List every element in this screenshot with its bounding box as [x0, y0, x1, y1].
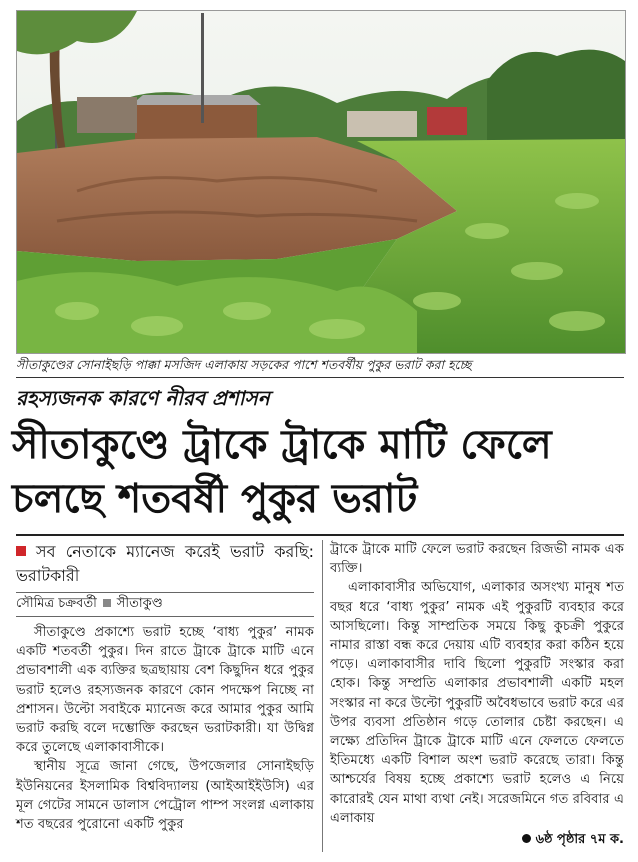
headline-divider	[16, 534, 624, 536]
continued-text: ৬ষ্ঠ পৃষ্ঠার ৭ম ক.	[535, 832, 624, 848]
continued-note	[330, 830, 624, 849]
article-right-column	[330, 540, 624, 849]
article-paragraph: সীতাকুণ্ডে প্রকাশ্যে ভরাট হচ্ছে ‘বাধ্য পুকুর’ নামক একটি শতবর্তী পুকুর। দিন রাতে ট্রাকে ট্রাকে মাটি এনে প্রভাবশালী এক ব্যক্তির ছত্রছায়ায় বেশ কিছুদিন ধরে পুকুর ভরাট হলেও রহস্যজনক কারণে কোন পদক্ষেপ নিচ্ছে না প্রশাসন। উল্টো সবাইকে ম্যানেজ করে আমার পুকুর আমি ভরাট করছি বলে দম্ভোক্তি করছেন ভরাটকারী। যা উদ্বিগ্ন করে তুলেছে এলাকাবাসীকে।	[16, 625, 314, 756]
byline	[16, 592, 314, 617]
article-paragraph: স্থানীয় সূত্রে জানা গেছে, উপজেলার সোনাইছড়ি ইউনিয়নের ইসলামিক বিশ্ববিদ্যালয় (আইআইইউসি) এর মূল গেটের সামনে ডালাস পেট্রোল পাম্প সংলগ্ন এলাকায় শত বছরের পুরোনো একটি পুকুর	[16, 759, 314, 833]
headline-line-2: চলছে শতবর্ষী পুকুর ভরাট	[12, 475, 418, 522]
article-paragraph: এলাকাবাসীর অভিযোগ, এলাকার অসংখ্য মানুষ শত বছর ধরে ‘বাধ্য পুকুর’ নামক এই পুকুরটি ব্যবহার করে আসছিলো। কিন্তু সাম্প্রতিক সময়ে কিছু কুচক্রী পুকুরে নামার রাস্তা বন্ধ করে দেয়ায় এটি ব্যবহার করা কঠিন হয়ে পড়ে। এলাকাবাসীর দাবি ছিলো পুকুরটি সংস্কার করা হোক। কিন্তু সম্প্রতি এলাকার প্রভাবশালী একটি মহল সংস্কার না করে উল্টো পুকুরটি অবৈধভাবে ভরাট করে এর উপর ব্যবসা প্রতিষ্ঠান গড়ে তোলার চেষ্টা করছেন। এ লক্ষ্যে প্রতিদিন ট্রাকে ট্রাকে মাটি এনে ফেলতে ফেলতে ইতিমধ্যে একটি বিশাল অংশ ভরাট করেছে তারা। কিন্তু আশ্চর্যের বিষয় হচ্ছে প্রকাশ্যে ভরাট হলেও এ নিয়ে কারোরই যেন মাথা ব্যথা নেই। সরেজমিনে গত রবিবার এ এলাকায়	[330, 580, 624, 826]
highlight-text: সব নেতাকে ম্যানেজ করেই ভরাট করছি: ভরাটকারী	[16, 542, 314, 585]
caption-divider	[16, 377, 624, 378]
kicker: রহস্যজনক কারণে নীরব প্রশাসন	[16, 386, 270, 410]
news-photo	[16, 10, 626, 354]
highlight-quote	[16, 540, 314, 588]
column-divider	[322, 540, 323, 852]
headline-line-1: সীতাকুণ্ডে ট্রাকে ট্রাকে মাটি ফেলে	[12, 421, 552, 468]
headline	[12, 418, 628, 526]
article-left-column	[16, 540, 314, 834]
byline-author: সৌমিত্র চক্রবর্তী	[16, 596, 97, 611]
square-separator-icon	[103, 599, 111, 607]
red-square-bullet-icon	[16, 546, 26, 556]
article-paragraph: ট্রাকে ট্রাকে মাটি ফেলে ভরাট করছেন রিজভী নামক এক ব্যক্তি।	[330, 542, 624, 577]
byline-location: সীতাকুণ্ড	[116, 596, 163, 611]
bullet-dot-icon	[522, 834, 531, 843]
photo-caption: সীতাকুণ্ডের সোনাইছড়ি পাক্কা মসজিদ এলাকায় সড়কের পাশে শতবর্ষীয় পুকুর ভরাট করা হচ্ছে	[16, 357, 472, 372]
